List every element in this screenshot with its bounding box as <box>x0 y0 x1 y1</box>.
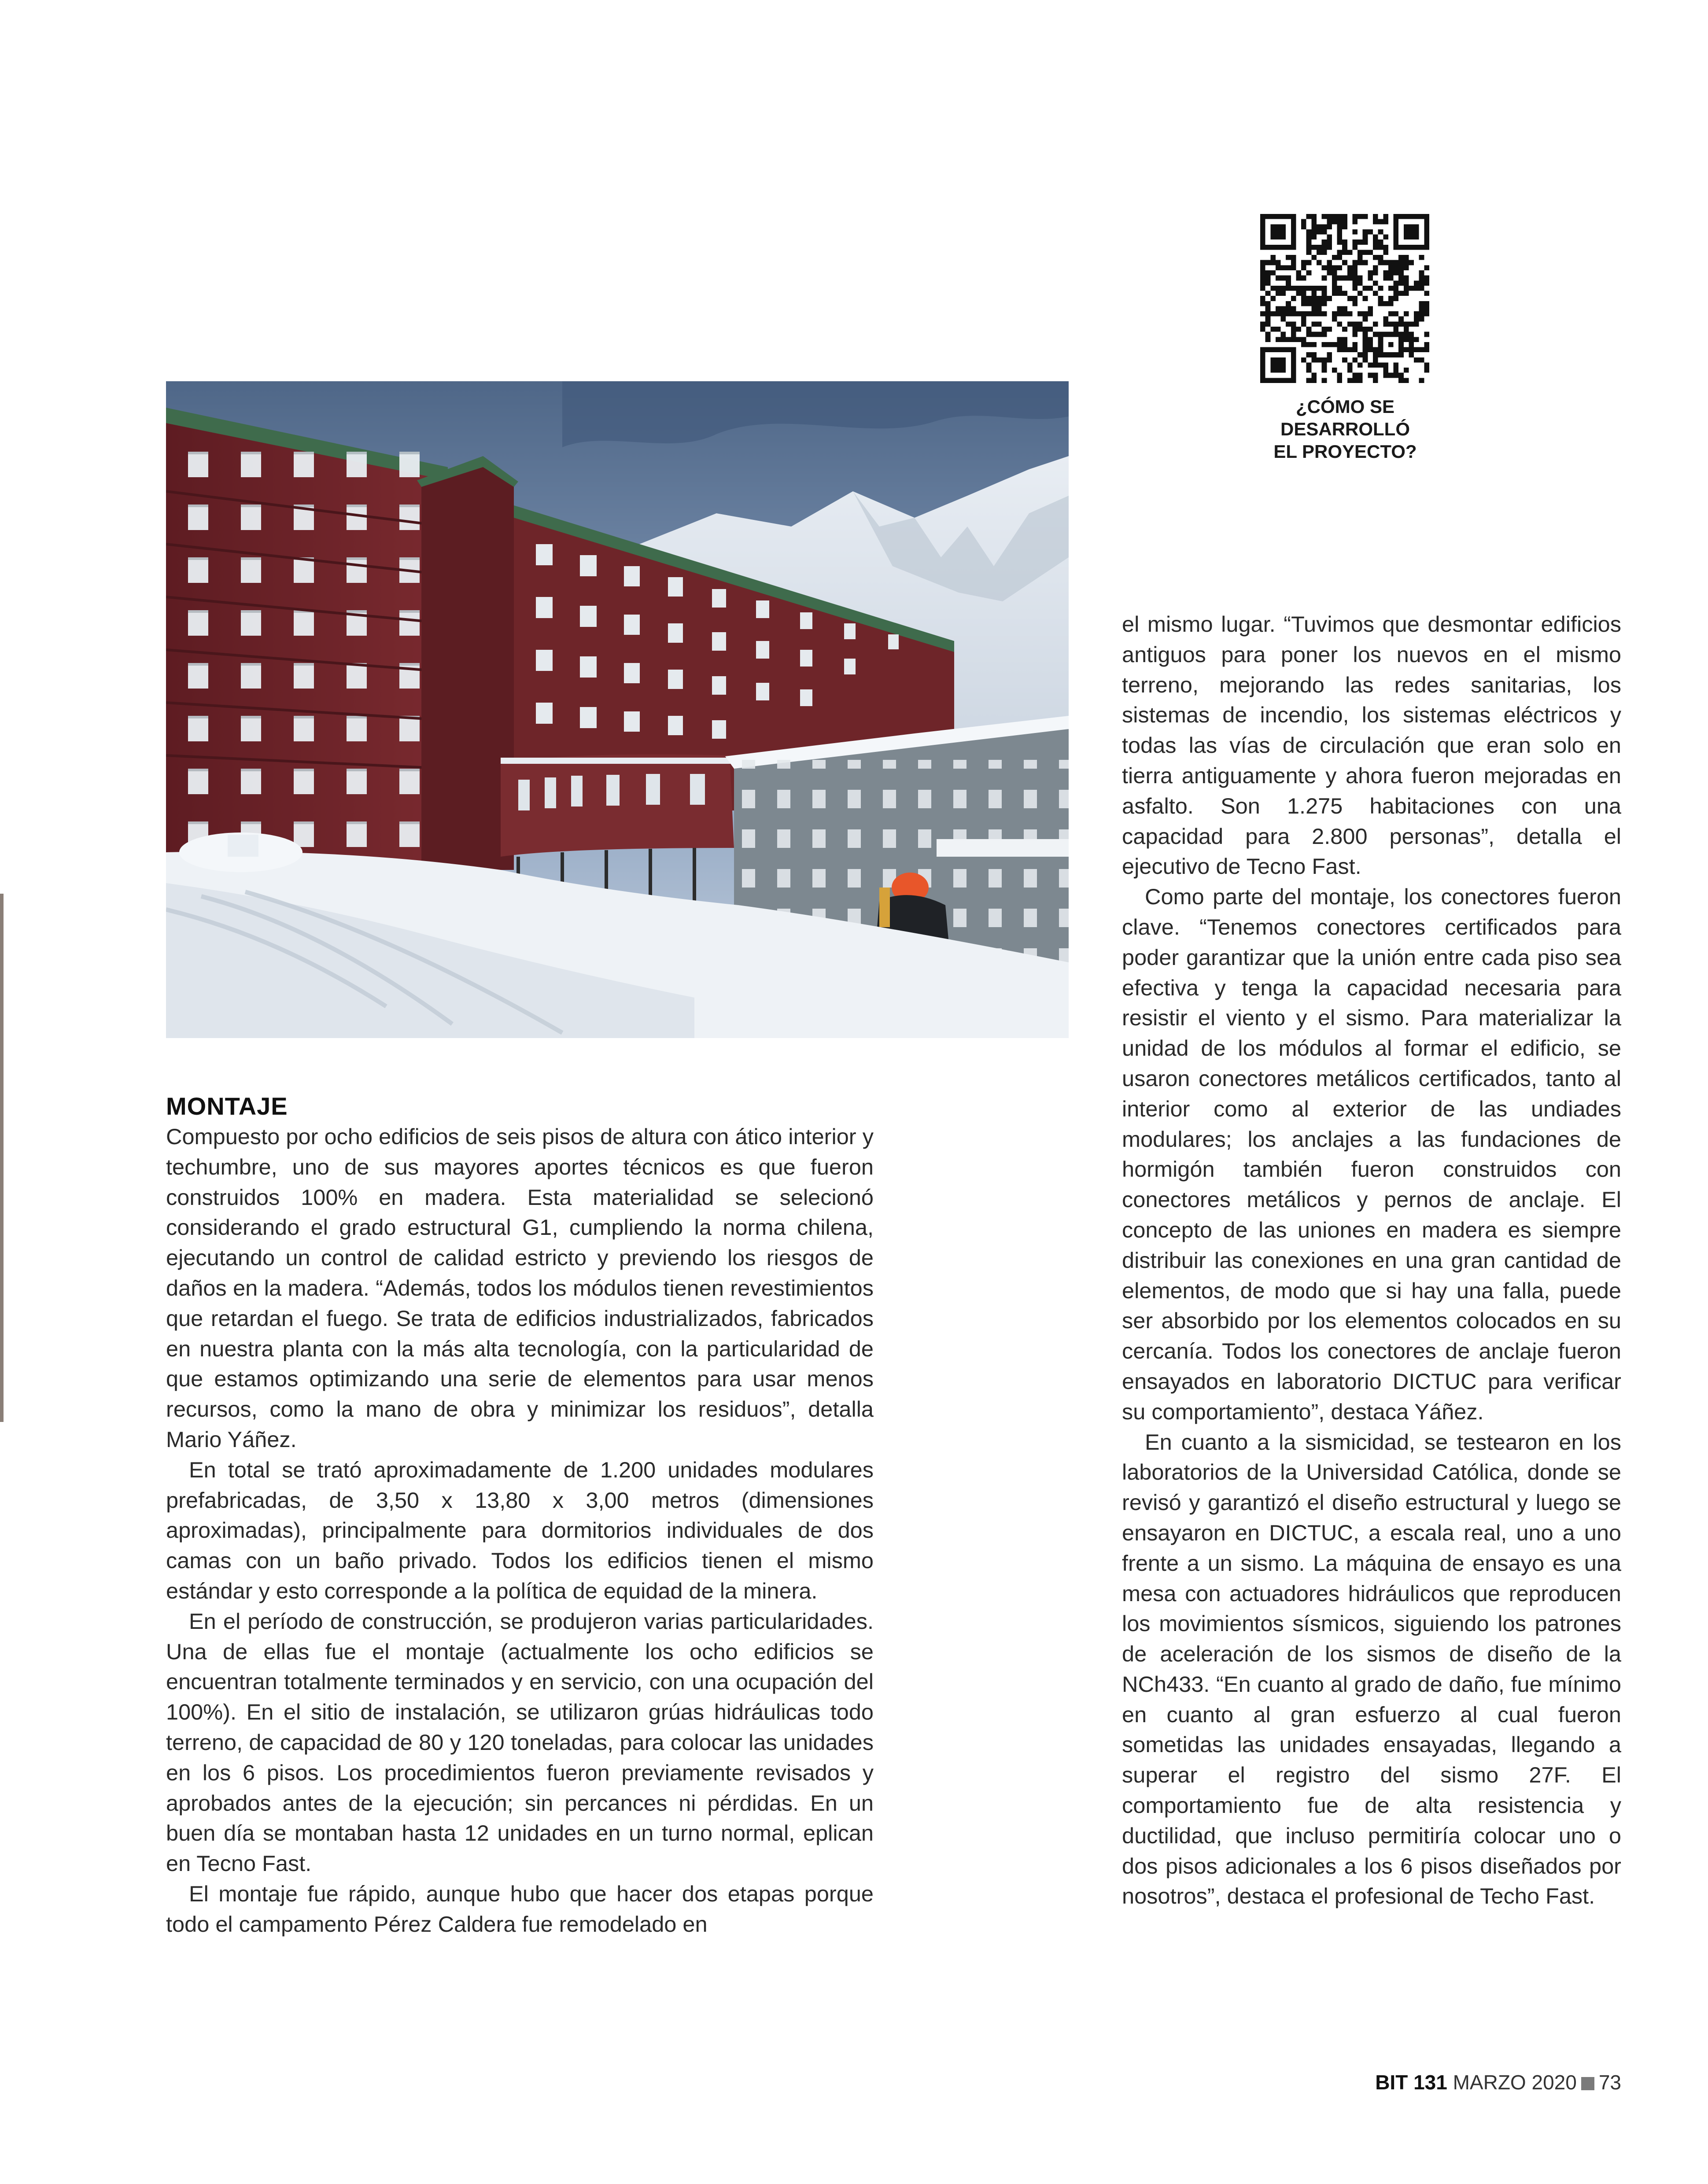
magazine-name: BIT 131 <box>1375 2071 1447 2094</box>
separator-square-icon <box>1581 2077 1594 2090</box>
qr-caption-line-2: DESARROLLÓ <box>1280 419 1410 439</box>
paragraph: Compuesto por ocho edificios de seis pisos de altura con ático interior y techumbre, uno de sus mayores aportes técnicos es que fueron construidos 100% en madera. Esta materialidad se selecionó considerando el grado estructural G1, cumpliendo la norma chilena, ejecutando un control de calidad estricto y previendo los riesgos de daños en la madera. “Además, todos los módulos tienen revestimientos que retardan el fuego. Se trata de edificios industrializados, fabricados en nuestra planta con la más alta tecnología, con la particularidad de que estamos optimizando una serie de elementos para usar menos recursos, como la mano de obra y minimizar los residuos”, detalla Mario Yáñez. <box>166 1124 874 1452</box>
paragraph: Como parte del montaje, los conectores fueron clave. “Tenemos conectores certificados para poder garantizar que la unión entre cada piso sea efectiva y tenga la capacidad necesaria para resistir el viento y el sismo. Para materializar la unidad de los módulos al formar el edificio, se usaron conectores metálicos certificados, tanto al interior como al exterior de las undiades modulares; los anclajes a las fundaciones de hormigón también fueron construidos con conectores metálicos y pernos de anclaje. El concepto de las uniones en madera es siempre distribuir las conexiones en una gran cantidad de elementos, de modo que si hay una falla, puede ser absorbido por los elementos colocados en su cercanía. Todos los conectores de anclaje fueron ensayados en laboratorio DICTUC para verificar su comportamiento”, destaca Yáñez. <box>1122 884 1621 1424</box>
qr-code-icon <box>1260 214 1429 383</box>
paragraph: En cuanto a la sismicidad, se testearon en los laboratorios de la Universidad Católica, donde se revisó y garantizó el diseño estructural y luego se ensayaron en DICTUC, a escala real, uno a uno frente a un sismo. La máquina de ensayo es una mesa con actuadores hidráulicos que reproducen los movimientos sísmicos, siguiendo los patrones de aceleración de los sismos de diseño de la NCh433. “En cuanto al grado de daño, fue mínimo en cuanto al gran esfuerzo al cual fueron sometidas las unidades ensayadas, llegando a superar el registro del sismo 27F. El comportamiento fue de alta resistencia y ductilidad, que incluso permitiría colocar uno o dos pisos adicionales a los 6 pisos diseñados por nosotros”, destaca el profesional de Techo Fast. <box>1122 1429 1621 1909</box>
qr-caption-line-3: EL PROYECTO? <box>1273 441 1417 462</box>
article-right-column <box>1122 609 1621 1911</box>
qr-code[interactable] <box>1260 214 1429 383</box>
page-number: 73 <box>1598 2071 1621 2094</box>
issue-date: MARZO 2020 <box>1453 2071 1577 2094</box>
camp-building-photo <box>166 381 1069 1038</box>
qr-caption <box>1228 395 1462 463</box>
paragraph: En total se trató aproximadamente de 1.200 unidades modulares prefabricadas, de 3,50 x 13,80 x 3,00 metros (dimensiones aproximadas), principalmente para dormitorios individuales de dos camas con un baño privado. Todos los edificios tienen el mismo estándar y esto corresponde a la política de equidad de la minera. <box>166 1457 874 1603</box>
paragraph: el mismo lugar. “Tuvimos que desmontar edificios antiguos para poner los nuevos en el mismo terreno, mejorando las redes sanitarias, los sistemas de incendio, los sistemas eléctricos y todas las vías de circulación que eran solo en tierra antiguamente y ahora fueron mejoradas en asfalto. Son 1.275 habitaciones con una capacidad para 2.800 personas”, detalla el ejecutivo de Tecno Fast. <box>1122 611 1621 879</box>
section-heading-montaje: MONTAJE <box>166 1092 288 1120</box>
paragraph: En el período de construcción, se produjeron varias particularidades. Una de ellas fue el montaje (actualmente los ocho edificios se encuentran totalmente terminados y en servicio, con una ocupación del 100%). En el sitio de instalación, se utilizaron grúas hidráulicas todo terreno, de capacidad de 80 y 120 toneladas, para colocar las unidades en los 6 pisos. Los procedimientos fueron previamente revisados y aprobados antes de la ejecución; sin percances ni pérdidas. En un buen día se montaban hasta 12 unidades en un turno normal, eplican en Tecno Fast. <box>166 1608 874 1876</box>
adjacent-page-edge <box>0 894 4 1422</box>
photo-illustration <box>166 381 1069 1038</box>
qr-caption-line-1: ¿CÓMO SE <box>1295 396 1394 417</box>
article-left-column <box>166 1091 874 1940</box>
paragraph: El montaje fue rápido, aunque hubo que hacer dos etapas porque todo el campamento Pérez Caldera fue remodelado en <box>166 1881 874 1937</box>
page-footer <box>1277 2069 1621 2096</box>
